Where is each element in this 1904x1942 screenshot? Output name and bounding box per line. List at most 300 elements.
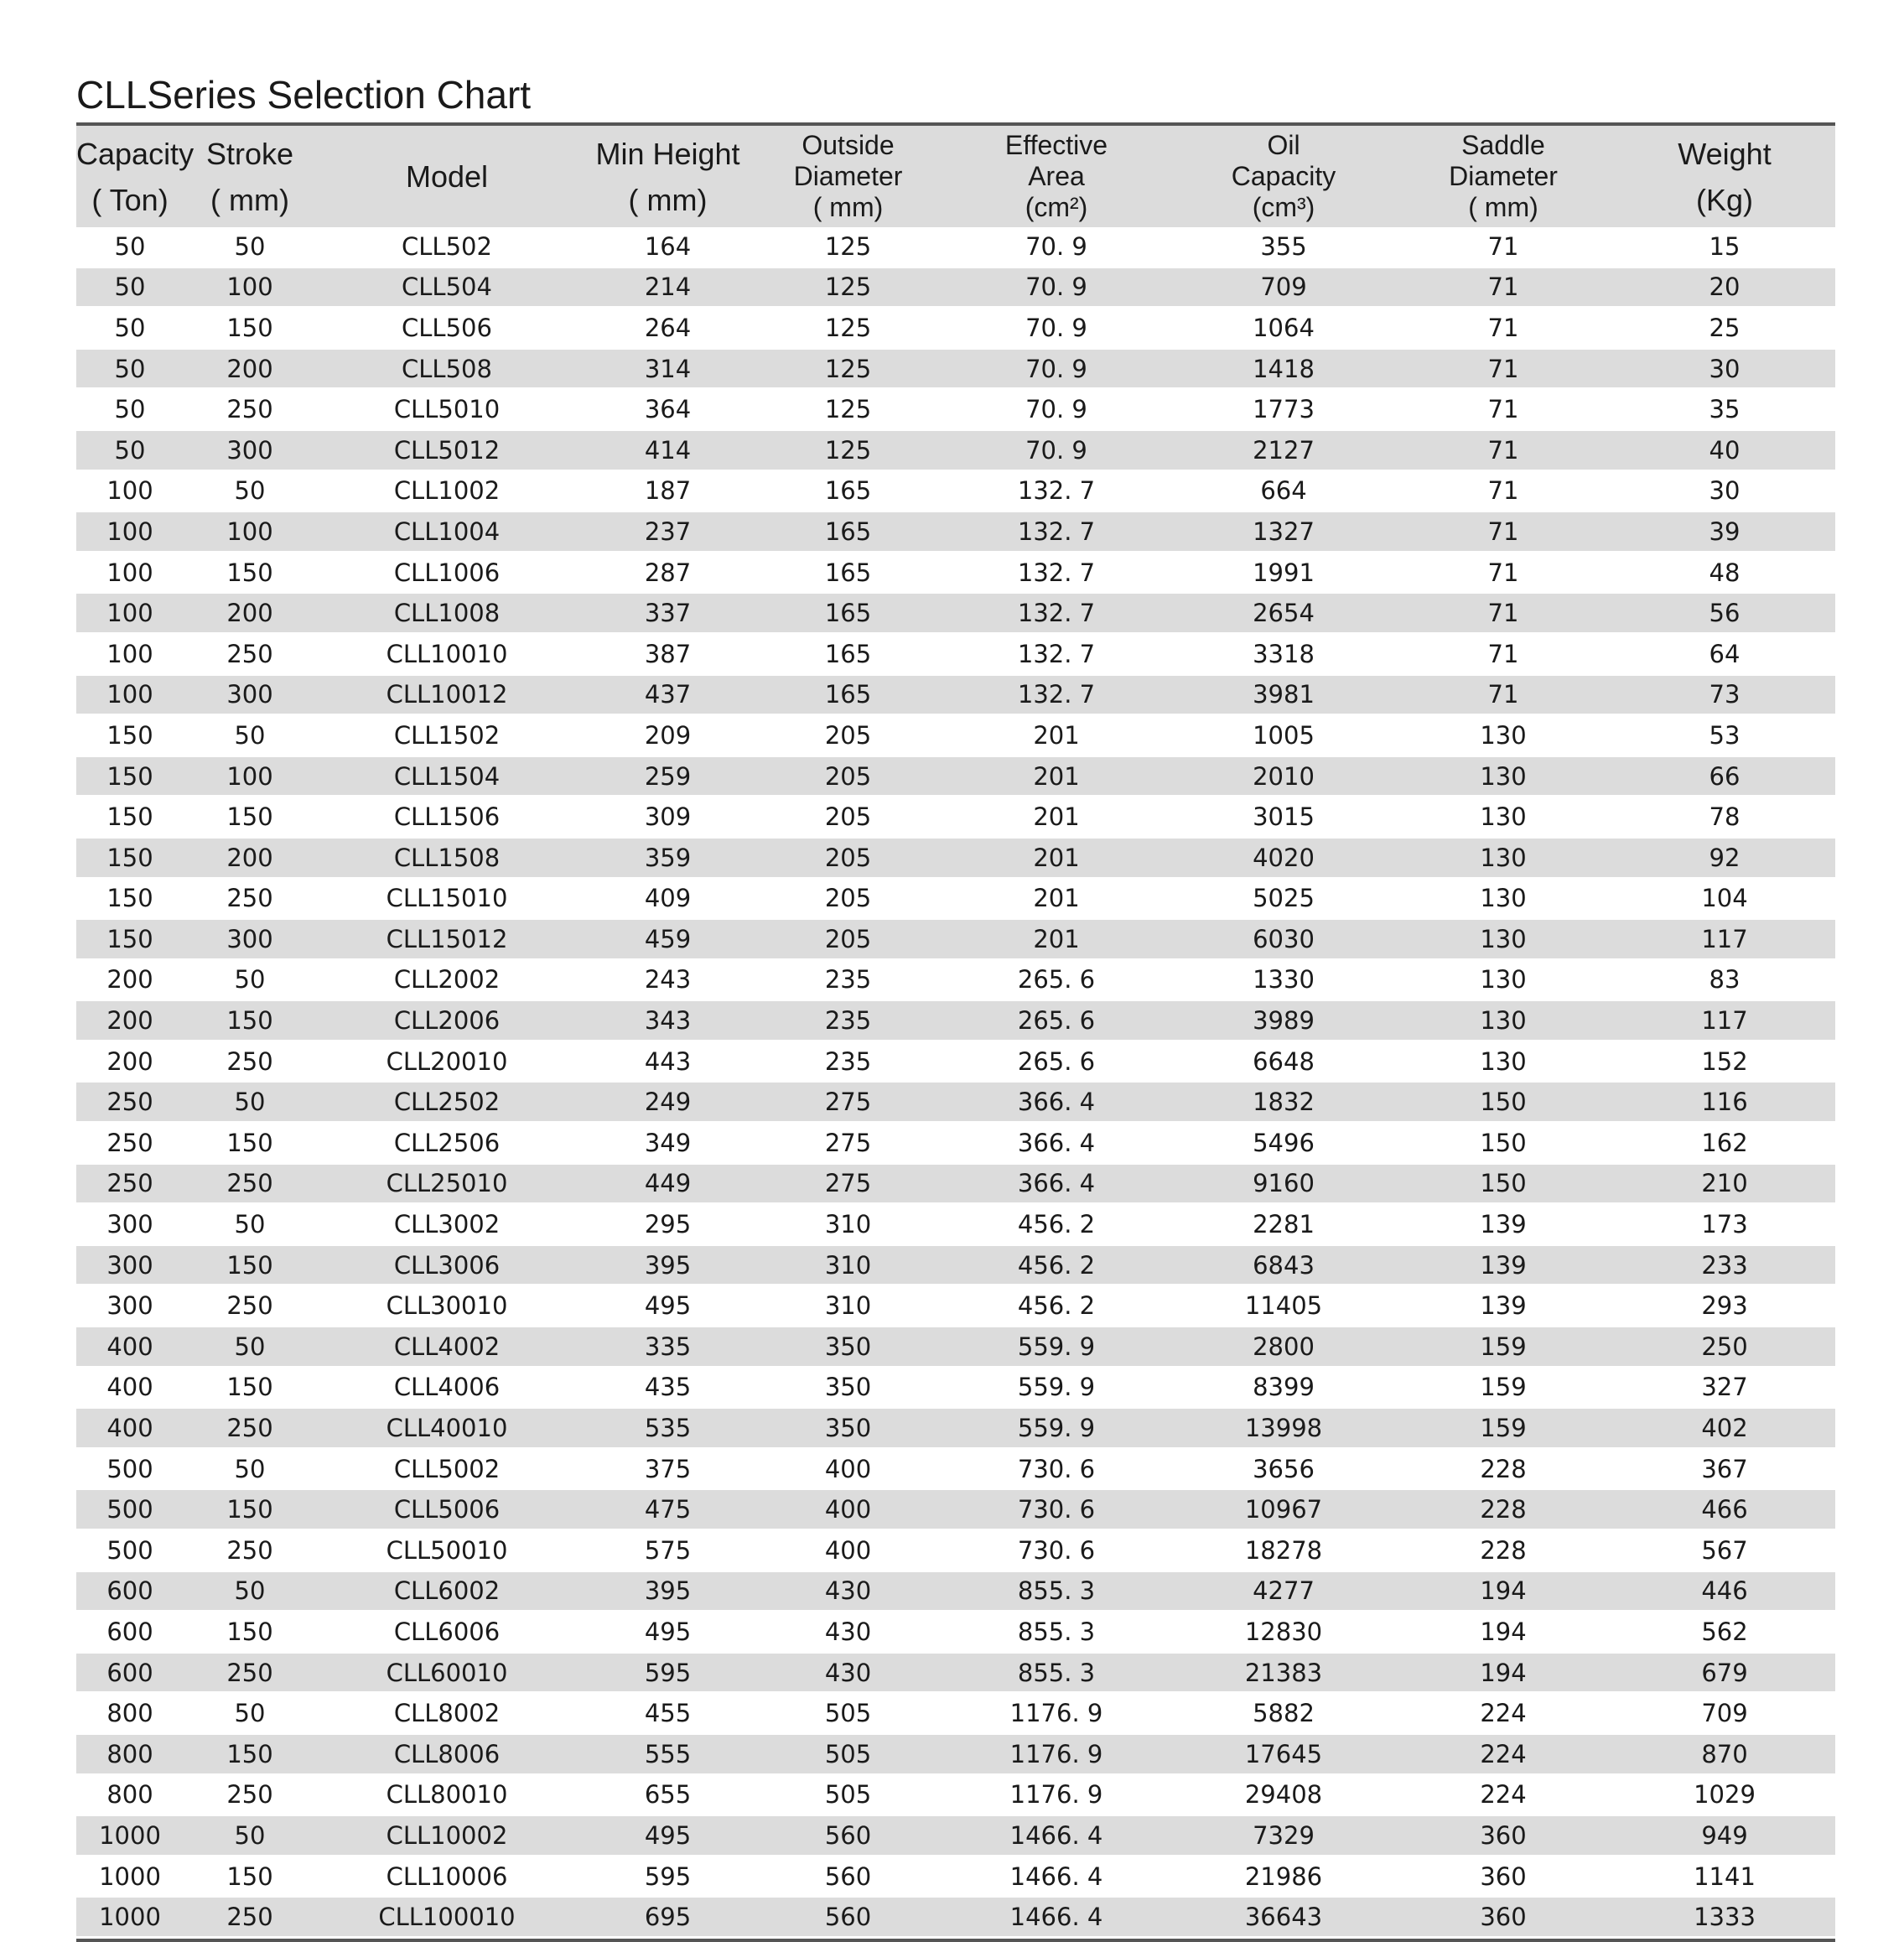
cell-effective-area: 70. 9 [938,429,1175,470]
cell-outside-diameter: 560 [758,1856,938,1897]
cell-model: CLL100010 [316,1897,578,1938]
cell-weight: 679 [1614,1652,1835,1693]
cell-saddle-diameter: 130 [1393,1041,1614,1082]
cell-outside-diameter: 400 [758,1530,938,1571]
table-row [76,674,1835,715]
cell-weight: 117 [1614,1000,1835,1041]
cell-stroke: 50 [184,1693,316,1734]
cell-outside-diameter: 235 [758,959,938,1000]
cell-effective-area: 1466. 4 [938,1815,1175,1856]
table-row [76,756,1835,797]
cell-stroke: 200 [184,593,316,634]
cell-min-height: 459 [578,919,758,960]
table-row [76,1693,1835,1734]
cell-stroke: 50 [184,227,316,267]
cell-stroke: 100 [184,511,316,553]
cell-stroke: 250 [184,1163,316,1204]
cell-capacity: 600 [76,1571,184,1612]
table-row [76,593,1835,634]
cell-min-height: 437 [578,674,758,715]
cell-oil-capacity: 11405 [1175,1285,1393,1327]
cell-model: CLL10002 [316,1815,578,1856]
cell-effective-area: 132. 7 [938,593,1175,634]
cell-effective-area: 132. 7 [938,552,1175,593]
cell-capacity: 400 [76,1327,184,1368]
cell-oil-capacity: 709 [1175,267,1393,308]
cell-min-height: 495 [578,1285,758,1327]
cell-outside-diameter: 430 [758,1652,938,1693]
cell-weight: 25 [1614,308,1835,349]
cell-saddle-diameter: 150 [1393,1163,1614,1204]
cell-min-height: 595 [578,1652,758,1693]
cell-weight: 40 [1614,429,1835,470]
cell-capacity: 200 [76,1000,184,1041]
cell-outside-diameter: 125 [758,348,938,389]
cell-saddle-diameter: 130 [1393,878,1614,919]
cell-saddle-diameter: 71 [1393,308,1614,349]
cell-outside-diameter: 275 [758,1082,938,1123]
cell-capacity: 250 [76,1163,184,1204]
cell-capacity: 50 [76,348,184,389]
cell-saddle-diameter: 139 [1393,1204,1614,1245]
cell-saddle-diameter: 224 [1393,1693,1614,1734]
cell-oil-capacity: 9160 [1175,1163,1393,1204]
cell-capacity: 150 [76,919,184,960]
selection-table [76,126,1835,1939]
cell-stroke: 50 [184,1815,316,1856]
cell-weight: 1029 [1614,1774,1835,1815]
cell-capacity: 800 [76,1733,184,1774]
cell-oil-capacity: 1064 [1175,308,1393,349]
cell-weight: 39 [1614,511,1835,553]
cell-effective-area: 855. 3 [938,1571,1175,1612]
cell-weight: 327 [1614,1367,1835,1408]
cell-oil-capacity: 664 [1175,470,1393,511]
cell-min-height: 259 [578,756,758,797]
cell-saddle-diameter: 71 [1393,348,1614,389]
cell-weight: 117 [1614,919,1835,960]
cell-effective-area: 855. 3 [938,1612,1175,1653]
cell-model: CLL40010 [316,1408,578,1449]
cell-outside-diameter: 205 [758,797,938,838]
cell-stroke: 250 [184,1530,316,1571]
cell-oil-capacity: 10967 [1175,1489,1393,1530]
cell-stroke: 50 [184,1204,316,1245]
cell-outside-diameter: 350 [758,1367,938,1408]
cell-min-height: 187 [578,470,758,511]
cell-capacity: 100 [76,674,184,715]
cell-capacity: 100 [76,511,184,553]
cell-saddle-diameter: 71 [1393,227,1614,267]
cell-model: CLL506 [316,308,578,349]
cell-weight: 83 [1614,959,1835,1000]
cell-stroke: 50 [184,1327,316,1368]
cell-saddle-diameter: 150 [1393,1123,1614,1164]
cell-oil-capacity: 8399 [1175,1367,1393,1408]
cell-model: CLL4002 [316,1327,578,1368]
cell-capacity: 150 [76,837,184,878]
cell-min-height: 395 [578,1244,758,1285]
cell-stroke: 150 [184,797,316,838]
table-row [76,633,1835,674]
cell-capacity: 150 [76,715,184,756]
cell-stroke: 250 [184,878,316,919]
cell-capacity: 400 [76,1367,184,1408]
cell-oil-capacity: 6648 [1175,1041,1393,1082]
cell-weight: 73 [1614,674,1835,715]
table-row [76,1652,1835,1693]
header-min-height: Min Height ( mm) [595,136,740,217]
cell-saddle-diameter: 139 [1393,1285,1614,1327]
cell-saddle-diameter: 71 [1393,674,1614,715]
table-row [76,715,1835,756]
cell-model: CLL5006 [316,1489,578,1530]
cell-effective-area: 366. 4 [938,1082,1175,1123]
header-effective-area: Effective Area (cm²) [1004,130,1108,222]
cell-weight: 92 [1614,837,1835,878]
cell-stroke: 150 [184,1367,316,1408]
cell-model: CLL25010 [316,1163,578,1204]
cell-model: CLL20010 [316,1041,578,1082]
cell-capacity: 800 [76,1693,184,1734]
cell-capacity: 150 [76,756,184,797]
cell-outside-diameter: 310 [758,1285,938,1327]
cell-stroke: 150 [184,1856,316,1897]
table-row [76,797,1835,838]
cell-oil-capacity: 29408 [1175,1774,1393,1815]
cell-stroke: 100 [184,756,316,797]
cell-capacity: 1000 [76,1815,184,1856]
cell-oil-capacity: 3318 [1175,633,1393,674]
cell-model: CLL1506 [316,797,578,838]
cell-stroke: 150 [184,1000,316,1041]
cell-weight: 53 [1614,715,1835,756]
table-row [76,429,1835,470]
cell-stroke: 250 [184,1897,316,1938]
table-row [76,389,1835,430]
cell-saddle-diameter: 71 [1393,470,1614,511]
cell-outside-diameter: 235 [758,1000,938,1041]
cell-effective-area: 1176. 9 [938,1693,1175,1734]
cell-saddle-diameter: 130 [1393,756,1614,797]
cell-effective-area: 132. 7 [938,511,1175,553]
cell-outside-diameter: 165 [758,674,938,715]
table-row [76,1327,1835,1368]
cell-min-height: 475 [578,1489,758,1530]
cell-weight: 173 [1614,1204,1835,1245]
cell-weight: 446 [1614,1571,1835,1612]
cell-oil-capacity: 355 [1175,227,1393,267]
cell-effective-area: 1176. 9 [938,1774,1175,1815]
cell-effective-area: 132. 7 [938,674,1175,715]
cell-effective-area: 132. 7 [938,470,1175,511]
cell-stroke: 250 [184,1774,316,1815]
cell-oil-capacity: 5882 [1175,1693,1393,1734]
cell-min-height: 455 [578,1693,758,1734]
cell-effective-area: 559. 9 [938,1367,1175,1408]
cell-effective-area: 201 [938,837,1175,878]
cell-min-height: 243 [578,959,758,1000]
table-row [76,1489,1835,1530]
cell-min-height: 349 [578,1123,758,1164]
cell-model: CLL1004 [316,511,578,553]
cell-min-height: 375 [578,1448,758,1489]
cell-stroke: 250 [184,1041,316,1082]
table-row [76,470,1835,511]
cell-capacity: 400 [76,1408,184,1449]
cell-model: CLL80010 [316,1774,578,1815]
table-row [76,552,1835,593]
cell-model: CLL2006 [316,1000,578,1041]
cell-effective-area: 1466. 4 [938,1856,1175,1897]
cell-model: CLL60010 [316,1652,578,1693]
cell-effective-area: 456. 2 [938,1285,1175,1327]
cell-model: CLL2002 [316,959,578,1000]
cell-effective-area: 201 [938,878,1175,919]
cell-capacity: 250 [76,1082,184,1123]
cell-effective-area: 1176. 9 [938,1733,1175,1774]
cell-saddle-diameter: 130 [1393,959,1614,1000]
cell-outside-diameter: 125 [758,227,938,267]
cell-min-height: 443 [578,1041,758,1082]
cell-model: CLL50010 [316,1530,578,1571]
cell-stroke: 250 [184,1652,316,1693]
table-row [76,919,1835,960]
cell-stroke: 50 [184,1571,316,1612]
cell-saddle-diameter: 159 [1393,1327,1614,1368]
cell-effective-area: 456. 2 [938,1244,1175,1285]
cell-capacity: 500 [76,1489,184,1530]
cell-capacity: 200 [76,959,184,1000]
cell-oil-capacity: 1330 [1175,959,1393,1000]
cell-stroke: 50 [184,715,316,756]
table-row [76,1897,1835,1938]
cell-stroke: 250 [184,1408,316,1449]
cell-effective-area: 70. 9 [938,308,1175,349]
cell-saddle-diameter: 360 [1393,1815,1614,1856]
cell-outside-diameter: 310 [758,1204,938,1245]
table-row [76,1041,1835,1082]
cell-capacity: 50 [76,267,184,308]
header-row [76,126,1835,227]
cell-stroke: 50 [184,959,316,1000]
cell-oil-capacity: 7329 [1175,1815,1393,1856]
bottom-rule [76,1939,1835,1942]
cell-stroke: 250 [184,1285,316,1327]
cell-min-height: 495 [578,1815,758,1856]
cell-effective-area: 730. 6 [938,1489,1175,1530]
cell-weight: 1333 [1614,1897,1835,1938]
cell-min-height: 237 [578,511,758,553]
cell-effective-area: 265. 6 [938,1000,1175,1041]
cell-stroke: 100 [184,267,316,308]
cell-capacity: 1000 [76,1856,184,1897]
cell-oil-capacity: 6030 [1175,919,1393,960]
cell-stroke: 150 [184,1489,316,1530]
cell-oil-capacity: 2010 [1175,756,1393,797]
cell-stroke: 150 [184,1612,316,1653]
header-stroke: Stroke ( mm) [205,136,294,217]
cell-outside-diameter: 350 [758,1408,938,1449]
table-row [76,348,1835,389]
cell-weight: 250 [1614,1327,1835,1368]
cell-model: CLL1006 [316,552,578,593]
cell-model: CLL30010 [316,1285,578,1327]
cell-outside-diameter: 125 [758,429,938,470]
cell-outside-diameter: 235 [758,1041,938,1082]
cell-saddle-diameter: 228 [1393,1530,1614,1571]
cell-capacity: 300 [76,1244,184,1285]
cell-model: CLL508 [316,348,578,389]
cell-oil-capacity: 5025 [1175,878,1393,919]
cell-oil-capacity: 2800 [1175,1327,1393,1368]
cell-oil-capacity: 18278 [1175,1530,1393,1571]
header-saddle-diameter: Saddle Diameter ( mm) [1449,130,1558,222]
cell-saddle-diameter: 130 [1393,797,1614,838]
cell-oil-capacity: 2654 [1175,593,1393,634]
cell-model: CLL3006 [316,1244,578,1285]
cell-weight: 104 [1614,878,1835,919]
cell-oil-capacity: 2127 [1175,429,1393,470]
cell-weight: 402 [1614,1408,1835,1449]
cell-saddle-diameter: 130 [1393,837,1614,878]
table-row [76,1612,1835,1653]
cell-effective-area: 201 [938,919,1175,960]
cell-capacity: 250 [76,1123,184,1164]
cell-capacity: 1000 [76,1897,184,1938]
cell-min-height: 364 [578,389,758,430]
cell-weight: 152 [1614,1041,1835,1082]
cell-oil-capacity: 5496 [1175,1123,1393,1164]
cell-effective-area: 70. 9 [938,267,1175,308]
cell-effective-area: 70. 9 [938,389,1175,430]
cell-stroke: 50 [184,470,316,511]
cell-model: CLL15010 [316,878,578,919]
cell-outside-diameter: 505 [758,1733,938,1774]
table-row [76,1082,1835,1123]
cell-capacity: 500 [76,1530,184,1571]
cell-model: CLL5002 [316,1448,578,1489]
table-row [76,1408,1835,1449]
cell-outside-diameter: 350 [758,1327,938,1368]
cell-stroke: 150 [184,1123,316,1164]
cell-effective-area: 132. 7 [938,633,1175,674]
cell-oil-capacity: 1773 [1175,389,1393,430]
cell-saddle-diameter: 139 [1393,1244,1614,1285]
cell-capacity: 100 [76,552,184,593]
cell-min-height: 335 [578,1327,758,1368]
cell-min-height: 209 [578,715,758,756]
cell-min-height: 359 [578,837,758,878]
cell-oil-capacity: 1991 [1175,552,1393,593]
table-row [76,308,1835,349]
cell-effective-area: 265. 6 [938,1041,1175,1082]
cell-model: CLL504 [316,267,578,308]
cell-outside-diameter: 505 [758,1693,938,1734]
cell-weight: 48 [1614,552,1835,593]
selection-table-container [76,122,1835,1942]
cell-capacity: 800 [76,1774,184,1815]
table-row [76,267,1835,308]
table-row [76,1815,1835,1856]
cell-model: CLL1008 [316,593,578,634]
cell-stroke: 300 [184,429,316,470]
cell-outside-diameter: 560 [758,1815,938,1856]
cell-weight: 1141 [1614,1856,1835,1897]
cell-min-height: 343 [578,1000,758,1041]
cell-min-height: 535 [578,1408,758,1449]
table-row [76,1774,1835,1815]
cell-weight: 709 [1614,1693,1835,1734]
cell-outside-diameter: 205 [758,919,938,960]
cell-min-height: 164 [578,227,758,267]
header-outside-diameter: Outside Diameter ( mm) [793,130,903,222]
cell-min-height: 295 [578,1204,758,1245]
cell-stroke: 50 [184,1448,316,1489]
table-body [76,227,1835,1937]
cell-oil-capacity: 6843 [1175,1244,1393,1285]
cell-min-height: 495 [578,1612,758,1653]
table-row [76,1285,1835,1327]
cell-effective-area: 366. 4 [938,1123,1175,1164]
cell-saddle-diameter: 71 [1393,389,1614,430]
cell-model: CLL10006 [316,1856,578,1897]
cell-capacity: 100 [76,470,184,511]
cell-saddle-diameter: 159 [1393,1408,1614,1449]
cell-effective-area: 559. 9 [938,1327,1175,1368]
table-row [76,227,1835,267]
cell-saddle-diameter: 71 [1393,429,1614,470]
cell-min-height: 395 [578,1571,758,1612]
cell-saddle-diameter: 130 [1393,1000,1614,1041]
cell-weight: 233 [1614,1244,1835,1285]
cell-model: CLL6002 [316,1571,578,1612]
cell-model: CLL6006 [316,1612,578,1653]
cell-min-height: 575 [578,1530,758,1571]
cell-saddle-diameter: 71 [1393,267,1614,308]
cell-model: CLL10012 [316,674,578,715]
cell-model: CLL5010 [316,389,578,430]
cell-stroke: 300 [184,674,316,715]
cell-weight: 293 [1614,1285,1835,1327]
table-row [76,1163,1835,1204]
cell-effective-area: 70. 9 [938,227,1175,267]
cell-outside-diameter: 275 [758,1163,938,1204]
cell-oil-capacity: 1327 [1175,511,1393,553]
cell-weight: 367 [1614,1448,1835,1489]
cell-saddle-diameter: 71 [1393,593,1614,634]
cell-stroke: 150 [184,552,316,593]
cell-oil-capacity: 17645 [1175,1733,1393,1774]
cell-outside-diameter: 205 [758,878,938,919]
header-oil-capacity: Oil Capacity (cm³) [1231,130,1336,222]
cell-min-height: 449 [578,1163,758,1204]
cell-oil-capacity: 12830 [1175,1612,1393,1653]
table-row [76,878,1835,919]
cell-oil-capacity: 4020 [1175,837,1393,878]
cell-outside-diameter: 400 [758,1489,938,1530]
cell-outside-diameter: 125 [758,267,938,308]
cell-saddle-diameter: 130 [1393,919,1614,960]
cell-capacity: 100 [76,593,184,634]
cell-effective-area: 201 [938,715,1175,756]
cell-oil-capacity: 21383 [1175,1652,1393,1693]
cell-outside-diameter: 310 [758,1244,938,1285]
cell-min-height: 249 [578,1082,758,1123]
cell-stroke: 200 [184,837,316,878]
cell-effective-area: 456. 2 [938,1204,1175,1245]
cell-oil-capacity: 1832 [1175,1082,1393,1123]
